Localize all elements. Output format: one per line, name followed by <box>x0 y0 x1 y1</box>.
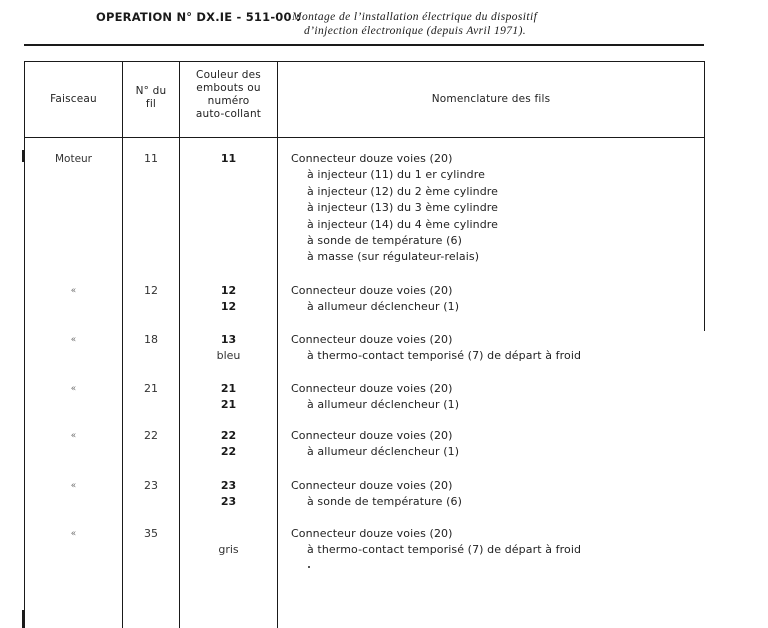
stray-mark <box>308 566 310 568</box>
couleur-value: gris <box>218 543 239 557</box>
nomenclature-line: Connecteur douze voies (20) <box>291 382 453 395</box>
cell-nomenclature <box>291 283 701 316</box>
operation-description-line1: Montage de l’installation électrique du dispositif <box>292 11 538 23</box>
cell-fil: 35 <box>144 527 158 540</box>
column-header-faisceau: Faisceau <box>50 93 97 105</box>
nomenclature-line: à injecteur (14) du 4 ème cylindre <box>307 217 499 231</box>
cell-fil: 12 <box>144 284 158 297</box>
couleur-value: 12 <box>220 284 237 297</box>
cell-fil: 18 <box>144 333 158 346</box>
couleur-value: 13 <box>220 333 237 346</box>
nomenclature-line: à injecteur (11) du 1 er cylindre <box>307 168 485 182</box>
nomenclature-line: à thermo-contact temporisé (7) de départ à froid <box>307 349 582 363</box>
nomenclature-line: Connecteur douze voies (20) <box>291 527 453 540</box>
cell-nomenclature <box>291 428 701 461</box>
cell-faisceau-ditto: « <box>70 335 77 345</box>
cell-couleur <box>180 526 277 559</box>
cell-fil: 22 <box>144 429 158 442</box>
nomenclature-line: Connecteur douze voies (20) <box>291 152 453 165</box>
table-header-border <box>24 137 705 138</box>
header-rule <box>24 44 704 46</box>
couleur-value: 12 <box>220 300 237 314</box>
cell-faisceau-ditto: « <box>70 431 77 441</box>
nomenclature-line: Connecteur douze voies (20) <box>291 479 453 492</box>
column-header-couleur-line1: Couleur des <box>196 69 261 81</box>
couleur-value: 22 <box>220 445 237 459</box>
cell-fil: 23 <box>144 479 158 492</box>
nomenclature-line: Connecteur douze voies (20) <box>291 284 453 297</box>
cell-nomenclature <box>291 381 701 414</box>
operation-code: OPERATION N° DX.IE - 511-00 : <box>96 10 301 24</box>
table-top-border <box>24 61 705 62</box>
nomenclature-line: à sonde de température (6) <box>307 495 462 509</box>
cell-faisceau: Moteur <box>54 153 93 165</box>
couleur-value: 23 <box>220 495 237 509</box>
couleur-value: 11 <box>220 152 237 165</box>
column-header-numero-fil <box>123 85 179 111</box>
nomenclature-line: à allumeur déclencheur (1) <box>307 398 460 412</box>
couleur-value: bleu <box>216 349 241 363</box>
nomenclature-line: Connecteur douze voies (20) <box>291 429 453 442</box>
operation-description-line2: d’injection électronique (depuis Avril 1971). <box>304 25 527 37</box>
column-header-numero-fil-line1: N° du <box>135 85 167 97</box>
cell-couleur <box>180 381 277 414</box>
column-header-couleur-line2: embouts ou <box>196 82 261 94</box>
cell-nomenclature <box>291 332 701 365</box>
cell-couleur <box>180 478 277 511</box>
nomenclature-line: à allumeur déclencheur (1) <box>307 445 460 459</box>
column-header-couleur <box>180 69 277 121</box>
cell-couleur <box>180 151 277 167</box>
nomenclature-line: à injecteur (13) du 3 ème cylindre <box>307 201 499 215</box>
couleur-value: 23 <box>220 479 237 492</box>
column-header-nomenclature: Nomenclature des fils <box>431 93 551 105</box>
couleur-value: 22 <box>220 429 237 442</box>
nomenclature-line: Connecteur douze voies (20) <box>291 333 453 346</box>
nomenclature-line: à sonde de température (6) <box>307 233 462 247</box>
couleur-value <box>180 526 277 542</box>
column-header-couleur-line4: auto-collant <box>195 108 262 120</box>
column-header-couleur-line3: numéro <box>207 95 250 107</box>
cell-couleur <box>180 332 277 365</box>
cell-fil: 21 <box>144 382 158 395</box>
cell-faisceau-ditto: « <box>70 286 77 296</box>
column-header-numero-fil-line2: fil <box>145 98 157 110</box>
cell-nomenclature <box>291 151 701 266</box>
cell-nomenclature <box>291 526 701 559</box>
nomenclature-line: à thermo-contact temporisé (7) de départ à froid <box>307 543 582 557</box>
nomenclature-line: à injecteur (12) du 2 ème cylindre <box>307 184 499 198</box>
margin-mark <box>22 610 24 628</box>
cell-faisceau-ditto: « <box>70 529 77 539</box>
cell-couleur <box>180 428 277 461</box>
nomenclature-line: à allumeur déclencheur (1) <box>307 300 460 314</box>
couleur-value: 21 <box>220 398 237 412</box>
couleur-value: 21 <box>220 382 237 395</box>
cell-faisceau-ditto: « <box>70 384 77 394</box>
margin-mark <box>22 150 24 162</box>
table-right-border <box>704 61 705 331</box>
cell-fil: 11 <box>144 152 158 165</box>
cell-nomenclature <box>291 478 701 511</box>
operation-description <box>292 10 537 38</box>
cell-faisceau-ditto: « <box>70 481 77 491</box>
cell-couleur <box>180 283 277 316</box>
nomenclature-line: à masse (sur régulateur-relais) <box>307 250 480 264</box>
column-divider-3 <box>277 61 278 628</box>
